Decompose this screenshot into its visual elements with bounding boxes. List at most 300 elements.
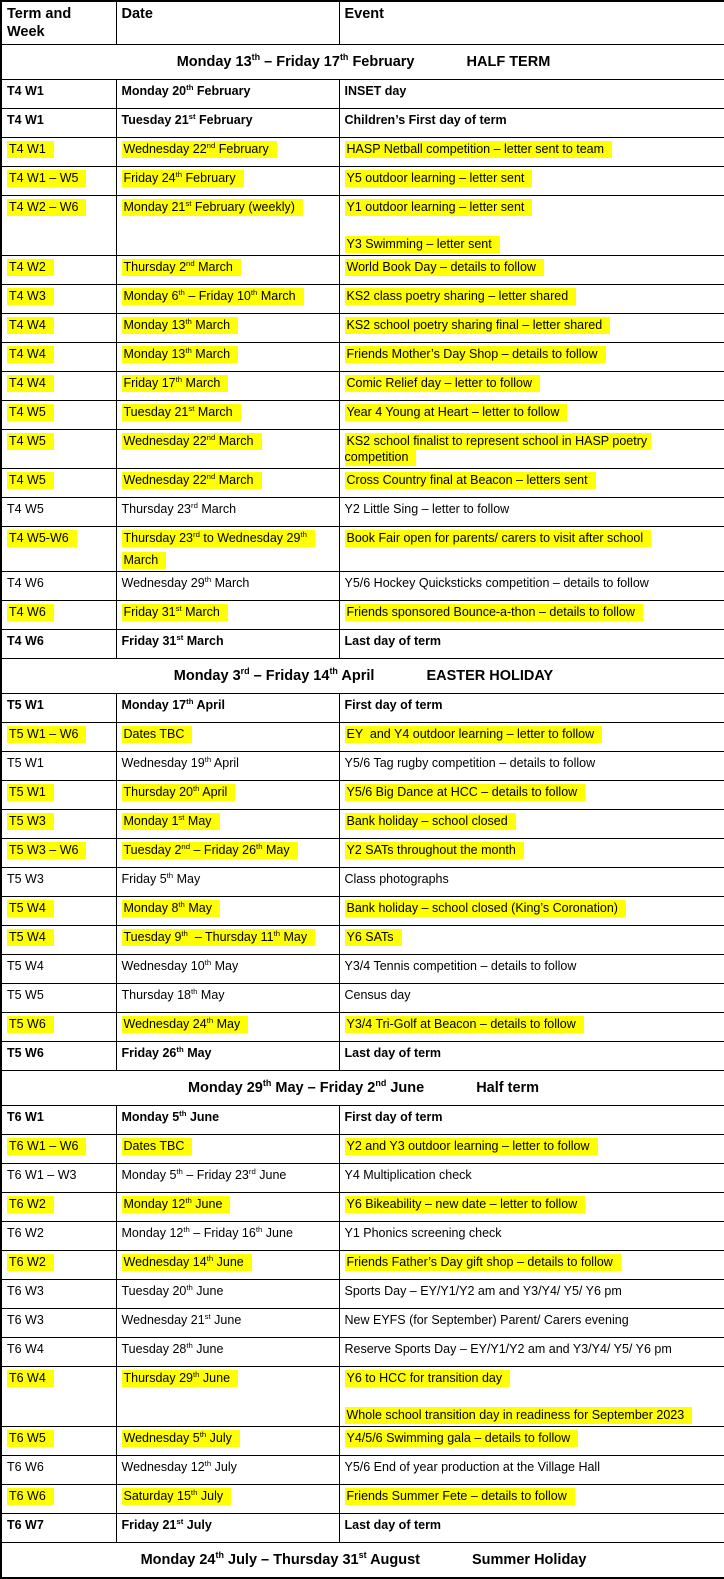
event-cell bbox=[339, 1338, 724, 1367]
date-cell bbox=[116, 109, 339, 138]
table-row bbox=[1, 1251, 724, 1280]
event-cell bbox=[339, 752, 724, 781]
event-cell bbox=[339, 1042, 724, 1071]
column-header-event: Event bbox=[339, 1, 724, 45]
cell-text: Y5/6 Tag rugby competition – details to follow bbox=[344, 756, 596, 771]
event-cell bbox=[339, 285, 724, 314]
cell-text: Y6 Bikeability – new date – letter to follow bbox=[345, 1196, 721, 1212]
cell-text: Monday 13th March bbox=[122, 346, 335, 362]
cell-text: Wednesday 29th March bbox=[121, 575, 250, 591]
banner-date-range: Monday 24th July – Thursday 31st August bbox=[140, 1550, 421, 1568]
cell-text: Friday 21st July bbox=[121, 1517, 212, 1533]
event-cell bbox=[339, 1164, 724, 1193]
term-cell bbox=[1, 1280, 116, 1309]
cell-text: Tuesday 2nd – Friday 26th May bbox=[122, 842, 335, 858]
cell-text: T5 W4 bbox=[7, 959, 44, 974]
cell-text: T6 W3 bbox=[7, 1284, 44, 1299]
term-cell bbox=[1, 1193, 116, 1222]
column-header-date: Date bbox=[116, 1, 339, 45]
table-row bbox=[1, 1164, 724, 1193]
cell-text: Friday 17th March bbox=[122, 375, 335, 391]
table-row bbox=[1, 285, 724, 314]
event-cell bbox=[339, 314, 724, 343]
term-cell bbox=[1, 1485, 116, 1514]
date-cell bbox=[116, 1485, 339, 1514]
cell-text: T4 W5 bbox=[7, 502, 44, 517]
date-cell bbox=[116, 984, 339, 1013]
event-cell bbox=[339, 868, 724, 897]
table-row bbox=[1, 498, 724, 527]
cell-text: Class photographs bbox=[344, 872, 449, 887]
cell-text: Y2 Little Sing – letter to follow bbox=[344, 502, 510, 517]
cell-text: T6 W1 bbox=[7, 1110, 44, 1125]
date-cell bbox=[116, 1280, 339, 1309]
cell-text: Sports Day – EY/Y1/Y2 am and Y3/Y4/ Y5/ Y6 pm bbox=[344, 1284, 622, 1299]
cell-text: T6 W1 – W6 bbox=[7, 1138, 112, 1154]
cell-text: Y1 Phonics screening check bbox=[344, 1226, 502, 1241]
table-row bbox=[1, 601, 724, 630]
cell-text: World Book Day – details to follow bbox=[345, 259, 721, 275]
term-cell bbox=[1, 527, 116, 572]
cell-text: New EYFS (for September) Parent/ Carers evening bbox=[344, 1313, 629, 1328]
event-cell bbox=[339, 630, 724, 659]
term-cell bbox=[1, 314, 116, 343]
table-row bbox=[1, 839, 724, 868]
term-cell bbox=[1, 781, 116, 810]
cell-text: Monday 5th – Friday 23rd June bbox=[121, 1167, 287, 1183]
cell-text: Wednesday 22nd March bbox=[122, 472, 335, 488]
date-cell bbox=[116, 1222, 339, 1251]
cell-text: T5 W1 bbox=[7, 698, 44, 713]
cell-text: Y4 Multiplication check bbox=[344, 1168, 472, 1183]
cell-text: Thursday 20th April bbox=[122, 784, 335, 800]
cell-text: T4 W6 bbox=[7, 634, 44, 649]
term-cell bbox=[1, 897, 116, 926]
table-row bbox=[1, 1013, 724, 1042]
cell-text: Y5/6 End of year production at the Village Hall bbox=[344, 1460, 600, 1475]
date-cell bbox=[116, 343, 339, 372]
event-cell bbox=[339, 1427, 724, 1456]
cell-text: T4 W6 bbox=[7, 604, 112, 620]
term-cell bbox=[1, 926, 116, 955]
date-cell bbox=[116, 80, 339, 109]
table-row bbox=[1, 1106, 724, 1135]
cell-text: Bank holiday – school closed bbox=[345, 813, 721, 829]
header-row bbox=[1, 1, 724, 45]
cell-text: T5 W6 bbox=[7, 1016, 112, 1032]
event-cell bbox=[339, 601, 724, 630]
term-cell bbox=[1, 1013, 116, 1042]
table-row bbox=[1, 1309, 724, 1338]
date-cell bbox=[116, 1164, 339, 1193]
cell-text: T5 W3 bbox=[7, 872, 44, 887]
banner-holiday-label: EASTER HOLIDAY bbox=[426, 668, 554, 685]
term-cell bbox=[1, 138, 116, 167]
event-cell bbox=[339, 109, 724, 138]
table-row bbox=[1, 1514, 724, 1543]
date-cell bbox=[116, 1367, 339, 1427]
term-cell bbox=[1, 401, 116, 430]
cell-text: Census day bbox=[344, 988, 411, 1003]
section-banner-row bbox=[1, 1543, 724, 1578]
date-cell bbox=[116, 601, 339, 630]
date-cell bbox=[116, 1135, 339, 1164]
cell-text: Wednesday 10th May bbox=[121, 958, 239, 974]
table-row bbox=[1, 694, 724, 723]
cell-text: T4 W5-W6 bbox=[7, 530, 112, 546]
table-row bbox=[1, 1367, 724, 1427]
cell-text: First day of term bbox=[344, 1110, 443, 1125]
cell-text: T4 W2 bbox=[7, 259, 112, 275]
date-cell bbox=[116, 1013, 339, 1042]
cell-text: T5 W6 bbox=[7, 1046, 44, 1061]
date-cell bbox=[116, 1193, 339, 1222]
table-row bbox=[1, 1135, 724, 1164]
event-cell bbox=[339, 167, 724, 196]
cell-text: Monday 20th February bbox=[121, 83, 251, 99]
event-cell bbox=[339, 138, 724, 167]
term-cell bbox=[1, 601, 116, 630]
table-row bbox=[1, 469, 724, 498]
table-row bbox=[1, 572, 724, 601]
cell-text: Y6 SATs bbox=[345, 929, 721, 945]
event-cell bbox=[339, 1309, 724, 1338]
term-cell bbox=[1, 810, 116, 839]
cell-text: Friends Summer Fete – details to follow bbox=[345, 1488, 721, 1504]
event-cell bbox=[339, 1193, 724, 1222]
cell-text: Book Fair open for parents/ carers to visit after school bbox=[345, 530, 721, 546]
cell-text: Friday 26th May bbox=[121, 1045, 212, 1061]
term-cell bbox=[1, 109, 116, 138]
date-cell bbox=[116, 1309, 339, 1338]
cell-text: T5 W1 bbox=[7, 784, 112, 800]
cell-text: Y4/5/6 Swimming gala – details to follow bbox=[345, 1430, 721, 1446]
cell-text: T6 W6 bbox=[7, 1488, 112, 1504]
term-cell bbox=[1, 1514, 116, 1543]
cell-text: T4 W1 bbox=[7, 141, 112, 157]
term-cell bbox=[1, 1106, 116, 1135]
cell-text: Tuesday 21st February bbox=[121, 112, 253, 128]
term-cell bbox=[1, 343, 116, 372]
cell-text: T4 W2 – W6 bbox=[7, 199, 112, 215]
cell-text: Children’s First day of term bbox=[344, 113, 507, 128]
banner-holiday-label: Half term bbox=[476, 1080, 540, 1097]
date-cell bbox=[116, 138, 339, 167]
cell-text: Friends Father’s Day gift shop – details to follow bbox=[345, 1254, 721, 1270]
table-row bbox=[1, 926, 724, 955]
date-cell bbox=[116, 498, 339, 527]
event-cell bbox=[339, 572, 724, 601]
event-cell bbox=[339, 1135, 724, 1164]
event-cell bbox=[339, 810, 724, 839]
term-cell bbox=[1, 1309, 116, 1338]
term-cell bbox=[1, 1042, 116, 1071]
event-cell bbox=[339, 527, 724, 572]
table-row bbox=[1, 984, 724, 1013]
cell-text: Thursday 23rd to Wednesday 29th bbox=[122, 530, 335, 546]
event-cell bbox=[339, 1456, 724, 1485]
event-cell bbox=[339, 343, 724, 372]
date-cell bbox=[116, 630, 339, 659]
term-cell bbox=[1, 955, 116, 984]
cell-text: Tuesday 28th June bbox=[121, 1341, 224, 1357]
cell-text: Y3 Swimming – letter sent bbox=[345, 236, 721, 252]
cell-text: T6 W2 bbox=[7, 1196, 112, 1212]
banner-date-range: Monday 3rd – Friday 14th April bbox=[173, 666, 375, 685]
cell-text: Wednesday 19th April bbox=[121, 755, 239, 771]
cell-text: Thursday 23rd March bbox=[121, 501, 237, 517]
term-cell bbox=[1, 984, 116, 1013]
banner-date-range: Monday 13th – Friday 17th February bbox=[176, 52, 415, 71]
section-banner-row bbox=[1, 45, 724, 80]
cell-text: Friday 5th May bbox=[121, 871, 201, 887]
event-cell bbox=[339, 839, 724, 868]
cell-text: T4 W1 – W5 bbox=[7, 170, 112, 186]
cell-text: T5 W5 bbox=[7, 988, 44, 1003]
cell-text: T4 W3 bbox=[7, 288, 112, 304]
event-cell bbox=[339, 984, 724, 1013]
cell-text: Wednesday 22nd February bbox=[122, 141, 335, 157]
cell-text: HASP Netball competition – letter sent to team bbox=[345, 141, 721, 157]
table-row bbox=[1, 1042, 724, 1071]
cell-text: T6 W2 bbox=[7, 1254, 112, 1270]
cell-text: Saturday 15th July bbox=[122, 1488, 335, 1504]
cell-text: Wednesday 21st June bbox=[121, 1312, 242, 1328]
term-cell bbox=[1, 1251, 116, 1280]
event-cell bbox=[339, 694, 724, 723]
cell-text: Y6 to HCC for transition day bbox=[345, 1370, 721, 1386]
table-row bbox=[1, 630, 724, 659]
term-cell bbox=[1, 1222, 116, 1251]
cell-text: Y5/6 Hockey Quicksticks competition – details to follow bbox=[344, 576, 649, 591]
cell-text: Wednesday 5th July bbox=[122, 1430, 335, 1446]
term-cell bbox=[1, 167, 116, 196]
term-cell bbox=[1, 1135, 116, 1164]
cell-text: First day of term bbox=[344, 698, 443, 713]
section-banner bbox=[1, 1071, 724, 1106]
cell-text: Monday 21st February (weekly) bbox=[122, 199, 335, 215]
term-cell bbox=[1, 1164, 116, 1193]
banner-holiday-label: Summer Holiday bbox=[472, 1552, 587, 1568]
cell-text: T4 W6 bbox=[7, 576, 44, 591]
term-cell bbox=[1, 498, 116, 527]
date-cell bbox=[116, 926, 339, 955]
event-cell bbox=[339, 1106, 724, 1135]
cell-text: Whole school transition day in readiness for September 2023 bbox=[345, 1407, 721, 1423]
table-row bbox=[1, 781, 724, 810]
event-cell bbox=[339, 1514, 724, 1543]
cell-text: Dates TBC bbox=[122, 726, 335, 742]
cell-text: T6 W1 – W3 bbox=[7, 1168, 77, 1183]
event-cell bbox=[339, 401, 724, 430]
cell-text: Y5/6 Big Dance at HCC – details to follow bbox=[345, 784, 721, 800]
table-row bbox=[1, 372, 724, 401]
cell-text: T4 W4 bbox=[7, 346, 112, 362]
table-row bbox=[1, 527, 724, 572]
cell-text: T6 W5 bbox=[7, 1430, 112, 1446]
term-cell bbox=[1, 1456, 116, 1485]
cell-text: Year 4 Young at Heart – letter to follow bbox=[345, 404, 721, 420]
term-cell bbox=[1, 723, 116, 752]
term-cell bbox=[1, 1427, 116, 1456]
table-row bbox=[1, 1193, 724, 1222]
term-cell bbox=[1, 752, 116, 781]
table-row bbox=[1, 343, 724, 372]
term-cell bbox=[1, 196, 116, 256]
cell-text: Comic Relief day – letter to follow bbox=[345, 375, 721, 391]
event-cell bbox=[339, 469, 724, 498]
date-cell bbox=[116, 781, 339, 810]
cell-text: Monday 12th – Friday 16th June bbox=[121, 1225, 293, 1241]
cell-text: Monday 12th June bbox=[122, 1196, 335, 1212]
cell-text: T4 W5 bbox=[7, 472, 112, 488]
cell-text: Y2 SATs throughout the month bbox=[345, 842, 721, 858]
cell-text: Friday 31st March bbox=[122, 604, 335, 620]
cell-text: Y1 outdoor learning – letter sent bbox=[345, 199, 721, 215]
cell-text: T4 W4 bbox=[7, 317, 112, 333]
table-row bbox=[1, 401, 724, 430]
cell-text: Tuesday 21st March bbox=[122, 404, 335, 420]
term-cell bbox=[1, 868, 116, 897]
cell-text: EY and Y4 outdoor learning – letter to follow bbox=[345, 726, 721, 742]
date-cell bbox=[116, 1427, 339, 1456]
cell-text: INSET day bbox=[344, 84, 407, 99]
cell-text: Wednesday 24th May bbox=[122, 1016, 335, 1032]
cell-text: Y2 and Y3 outdoor learning – letter to follow bbox=[345, 1138, 721, 1154]
table-row bbox=[1, 1222, 724, 1251]
event-cell bbox=[339, 955, 724, 984]
event-cell bbox=[339, 723, 724, 752]
term-cell bbox=[1, 256, 116, 285]
table-row bbox=[1, 1427, 724, 1456]
event-cell bbox=[339, 781, 724, 810]
term-cell bbox=[1, 372, 116, 401]
table-row bbox=[1, 1280, 724, 1309]
cell-text: T6 W3 bbox=[7, 1313, 44, 1328]
cell-text: Cross Country final at Beacon – letters sent bbox=[345, 472, 721, 488]
cell-text: Monday 5th June bbox=[121, 1109, 220, 1125]
event-cell bbox=[339, 897, 724, 926]
date-cell bbox=[116, 572, 339, 601]
event-cell bbox=[339, 196, 724, 256]
cell-text: T4 W1 bbox=[7, 113, 44, 128]
calendar-table-body bbox=[1, 45, 724, 1578]
cell-text: Last day of term bbox=[344, 634, 442, 649]
term-cell bbox=[1, 80, 116, 109]
term-cell bbox=[1, 1338, 116, 1367]
term-cell bbox=[1, 1367, 116, 1427]
cell-text: T6 W2 bbox=[7, 1226, 44, 1241]
cell-text: Thursday 2nd March bbox=[122, 259, 335, 275]
cell-text: Friends sponsored Bounce-a-thon – details to follow bbox=[345, 604, 721, 620]
cell-text: March bbox=[122, 552, 335, 568]
cell-text: Wednesday 14th June bbox=[122, 1254, 335, 1270]
date-cell bbox=[116, 752, 339, 781]
date-cell bbox=[116, 810, 339, 839]
calendar-table-header bbox=[1, 1, 724, 45]
cell-text: T4 W1 bbox=[7, 84, 44, 99]
cell-text: Friday 24th February bbox=[122, 170, 335, 186]
table-row bbox=[1, 1456, 724, 1485]
date-cell bbox=[116, 469, 339, 498]
date-cell bbox=[116, 955, 339, 984]
cell-text: T5 W4 bbox=[7, 900, 112, 916]
table-row bbox=[1, 138, 724, 167]
table-row bbox=[1, 430, 724, 469]
cell-text: T6 W4 bbox=[7, 1342, 44, 1357]
table-row bbox=[1, 897, 724, 926]
table-row bbox=[1, 314, 724, 343]
banner-date-range: Monday 29th May – Friday 2nd June bbox=[187, 1078, 425, 1097]
date-cell bbox=[116, 430, 339, 469]
date-cell bbox=[116, 1042, 339, 1071]
cell-text: Tuesday 9th – Thursday 11th May bbox=[122, 929, 335, 945]
cell-text: Y3/4 Tri-Golf at Beacon – details to follow bbox=[345, 1016, 721, 1032]
cell-text: KS2 school finalist to represent school in HASP poetry competition bbox=[344, 434, 651, 465]
section-banner bbox=[1, 1543, 724, 1578]
table-row bbox=[1, 752, 724, 781]
cell-text: Bank holiday – school closed (King’s Coronation) bbox=[345, 900, 721, 916]
term-cell bbox=[1, 469, 116, 498]
cell-text: T5 W3 – W6 bbox=[7, 842, 112, 858]
section-banner bbox=[1, 659, 724, 694]
cell-text: Monday 6th – Friday 10th March bbox=[122, 288, 335, 304]
table-row bbox=[1, 810, 724, 839]
cell-text: Reserve Sports Day – EY/Y1/Y2 am and Y3/Y4/ Y5/ Y6 pm bbox=[344, 1342, 672, 1357]
cell-text: Friday 31st March bbox=[121, 633, 224, 649]
table-row bbox=[1, 1338, 724, 1367]
event-cell bbox=[339, 498, 724, 527]
date-cell bbox=[116, 1514, 339, 1543]
event-cell bbox=[339, 372, 724, 401]
term-cell bbox=[1, 572, 116, 601]
column-header-term-and-week: Term and Week bbox=[1, 1, 116, 45]
cell-text: Monday 8th May bbox=[122, 900, 335, 916]
cell-text: Last day of term bbox=[344, 1518, 442, 1533]
cell-text: Tuesday 20th June bbox=[121, 1283, 224, 1299]
cell-text: Monday 1st May bbox=[122, 813, 335, 829]
section-banner-row bbox=[1, 659, 724, 694]
date-cell bbox=[116, 839, 339, 868]
cell-text: T6 W7 bbox=[7, 1518, 44, 1533]
event-cell bbox=[339, 1485, 724, 1514]
event-cell bbox=[339, 926, 724, 955]
event-cell bbox=[339, 80, 724, 109]
section-banner-row bbox=[1, 1071, 724, 1106]
cell-text: Thursday 29th June bbox=[122, 1370, 335, 1386]
date-cell bbox=[116, 694, 339, 723]
cell-text: T5 W1 bbox=[7, 756, 44, 771]
table-row bbox=[1, 80, 724, 109]
term-cell bbox=[1, 694, 116, 723]
date-cell bbox=[116, 372, 339, 401]
date-cell bbox=[116, 723, 339, 752]
cell-text: T6 W4 bbox=[7, 1370, 112, 1386]
date-cell bbox=[116, 897, 339, 926]
event-cell bbox=[339, 1280, 724, 1309]
event-cell bbox=[339, 256, 724, 285]
cell-text: T4 W5 bbox=[7, 404, 112, 420]
cell-text: Thursday 18th May bbox=[121, 987, 225, 1003]
cell-text: T5 W4 bbox=[7, 929, 112, 945]
event-cell bbox=[339, 1367, 724, 1427]
cell-text: T6 W6 bbox=[7, 1460, 44, 1475]
cell-text: Y3/4 Tennis competition – details to follow bbox=[344, 959, 577, 974]
date-cell bbox=[116, 256, 339, 285]
date-cell bbox=[116, 1338, 339, 1367]
cell-text: T4 W4 bbox=[7, 375, 112, 391]
table-row bbox=[1, 256, 724, 285]
